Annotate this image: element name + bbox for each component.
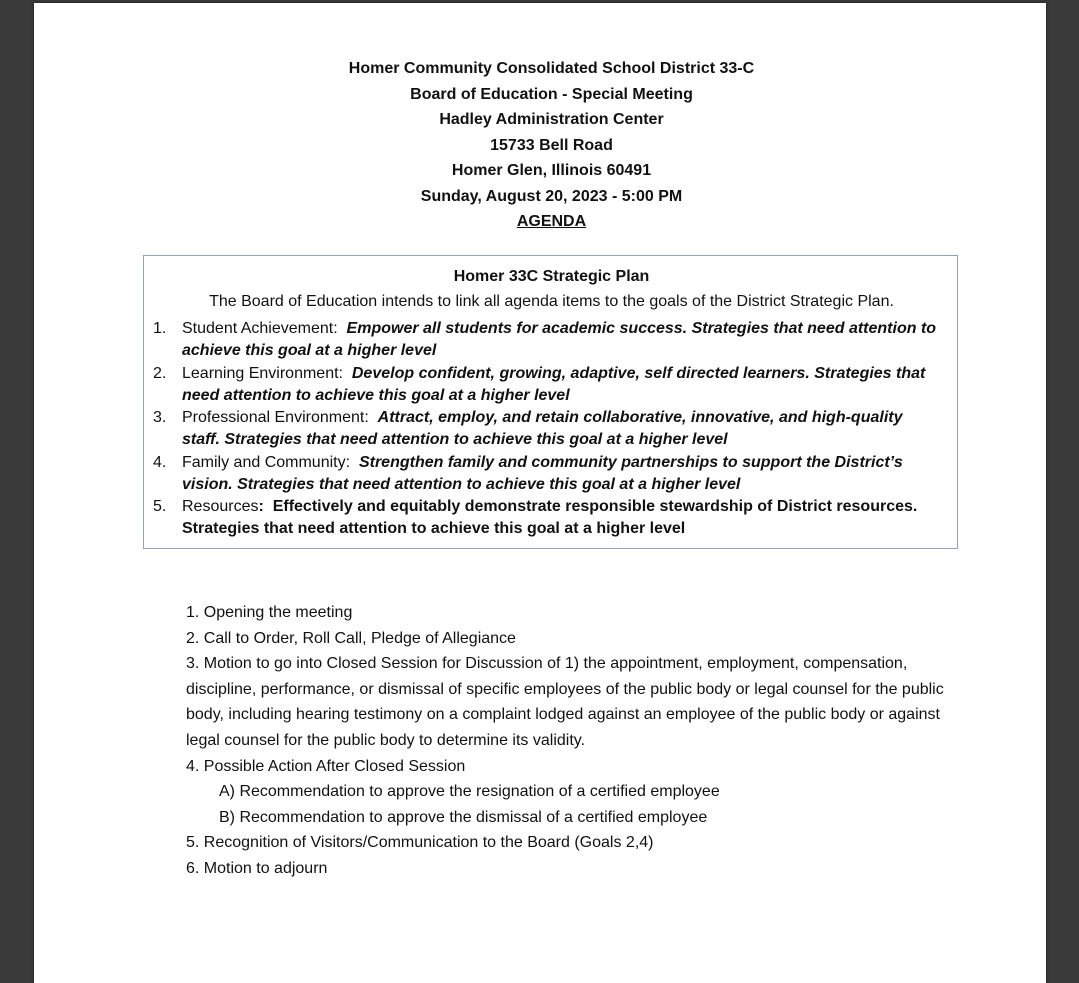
meeting-datetime: Sunday, August 20, 2023 - 5:00 PM [420, 187, 683, 205]
goal-label: Family and Community: [182, 453, 359, 471]
goal-description: Attract, employ, and retain collaborative, innovative, and high-quality staff. Strategies that need attention to achieve this goal at a higher level [182, 409, 903, 449]
meeting-location: Hadley Administration Center [439, 111, 664, 128]
goal-item [144, 363, 959, 407]
goal-label: Professional Environment: [182, 409, 378, 427]
goal-label: Resources [182, 498, 259, 516]
goal-description: Develop confident, growing, adaptive, self directed learners. Strategies that need attention to achieve this goal at a higher level [182, 364, 926, 404]
goal-number: 5. [153, 498, 167, 516]
agenda-heading: AGENDA [516, 213, 587, 230]
agenda-subitem: B) Recommendation to approve the dismissal of a certified employee [219, 808, 708, 826]
agenda-item: 6. Motion to adjourn [186, 859, 328, 877]
agenda-item: 5. Recognition of Visitors/Communication to the Board (Goals 2,4) [186, 834, 654, 852]
goal-description: : Effectively and equitably demonstrate responsible stewardship of District resources. Strategies that need attention to achieve this goal at a higher level [182, 498, 922, 538]
strategic-plan-title: Homer 33C Strategic Plan [453, 268, 650, 285]
street-address: 15733 Bell Road [490, 136, 613, 154]
city-state-zip: Homer Glen, Illinois 60491 [451, 162, 652, 179]
strategic-plan-box [143, 255, 958, 549]
agenda-list [186, 600, 976, 882]
strategic-plan-intro: The Board of Education intends to link all agenda items to the goals of the District Strategic Plan. [209, 293, 894, 310]
agenda-item: 1. Opening the meeting [186, 604, 353, 621]
goal-number: 2. [153, 364, 167, 382]
agenda-item: 2. Call to Order, Roll Call, Pledge of Allegiance [186, 629, 516, 647]
goal-label: Learning Environment: [182, 364, 352, 382]
goal-number: 3. [153, 409, 167, 427]
goal-label: Student Achievement: [182, 320, 347, 337]
agenda-subitem: A) Recommendation to approve the resignation of a certified employee [219, 783, 720, 801]
goal-number: 1. [153, 320, 167, 337]
goal-item [144, 452, 959, 496]
meeting-type: Board of Education - Special Meeting [410, 85, 693, 103]
strategic-goals-list [144, 318, 959, 541]
agenda-item: 3. Motion to go into Closed Session for Discussion of 1) the appointment, employment, compensation, discipline, performance, or dismissal of specific employees of the public body or legal counsel for the public body, including hearing testimony on a complaint lodged against an employee of the public body or against legal counsel for the public body to determine its validity. [186, 655, 944, 749]
agenda-item: 4. Possible Action After Closed Session [186, 757, 466, 775]
goal-description: Empower all students for academic success. Strategies that need attention to achieve this goal at a higher level [182, 320, 937, 359]
goal-item [144, 496, 959, 540]
goal-description: Strengthen family and community partnerships to support the District’s vision. Strategies that need attention to achieve this goal at a higher level [182, 453, 903, 493]
goal-item [144, 318, 959, 362]
goal-number: 4. [153, 453, 167, 471]
district-name: Homer Community Consolidated School District 33-C [348, 60, 755, 77]
document-page [34, 3, 1046, 983]
goal-item [144, 407, 959, 451]
meeting-header [34, 56, 1069, 235]
